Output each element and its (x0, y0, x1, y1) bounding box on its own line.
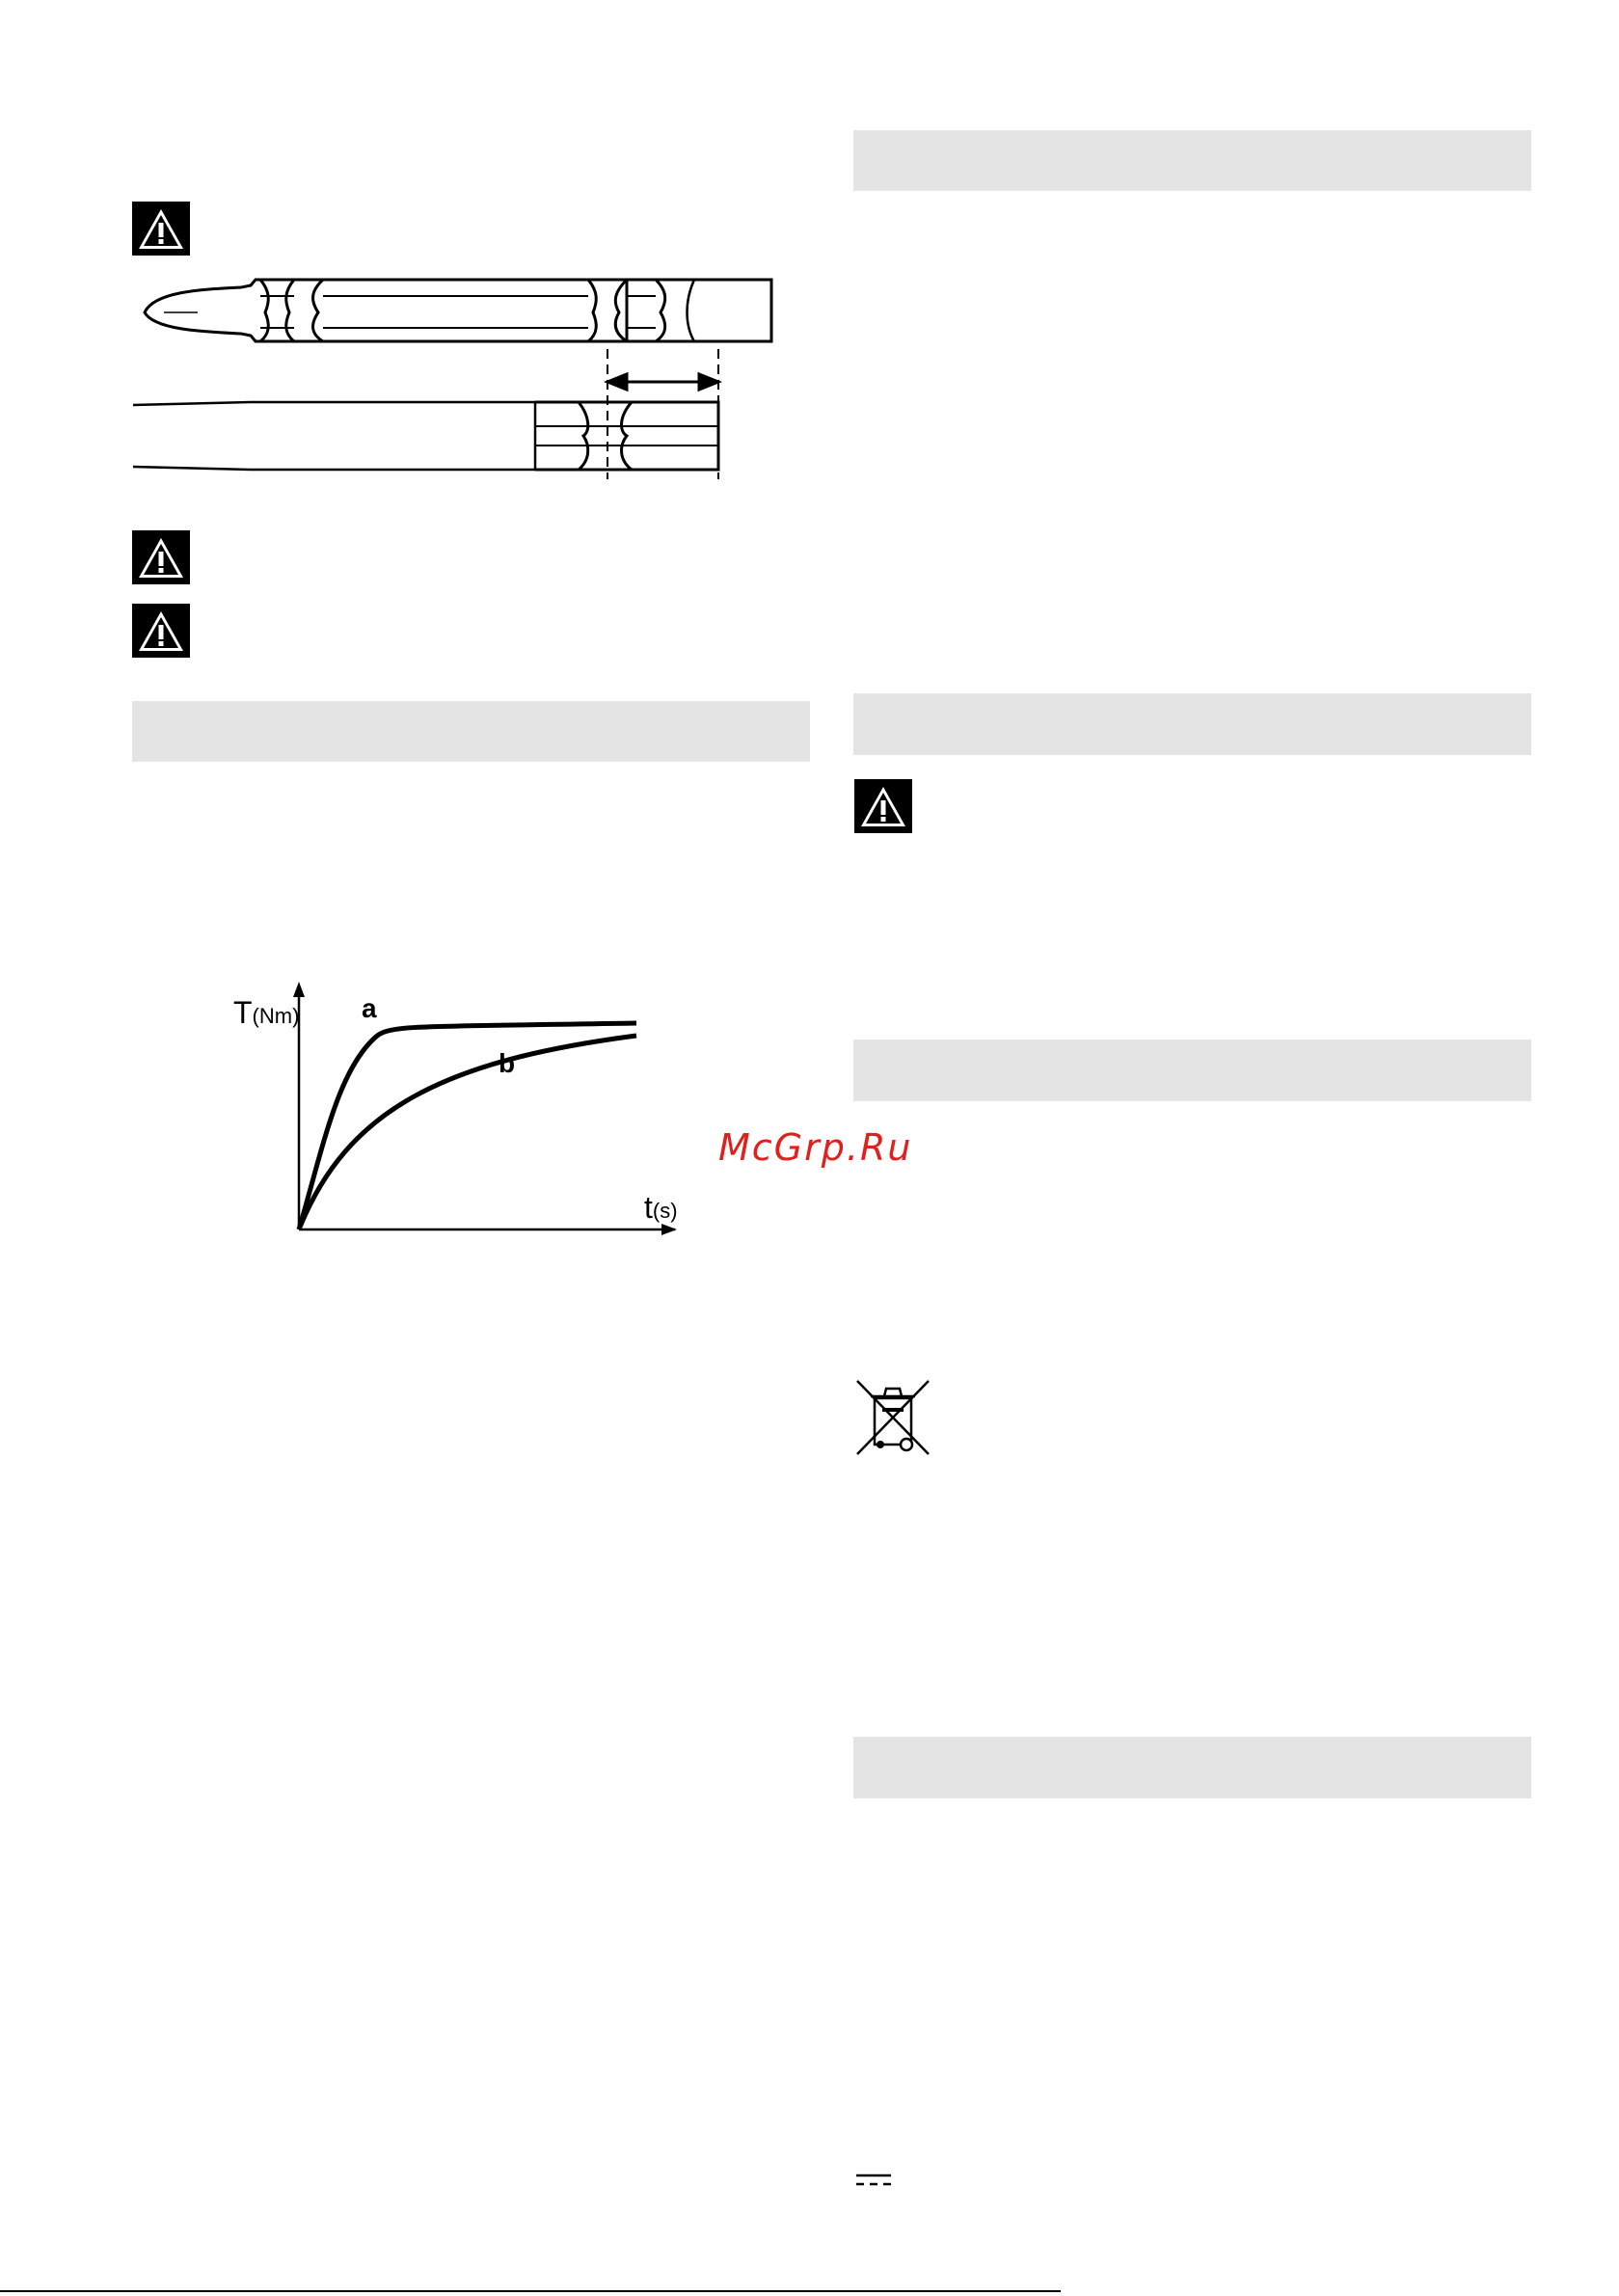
watermark: McGrp.Ru (718, 1126, 913, 1169)
x-axis-symbol: t (644, 1190, 653, 1225)
section-heading-band (132, 701, 810, 762)
section-heading-band (853, 1040, 1531, 1101)
torque-graph (231, 974, 694, 1254)
y-axis-symbol: T (233, 995, 253, 1030)
curve-b-label: b (499, 1048, 516, 1078)
warning-icon (854, 779, 912, 833)
y-axis-unit: (Nm) (252, 1004, 300, 1028)
section-heading-band (853, 1737, 1531, 1798)
curve-a-label: a (362, 993, 377, 1023)
recycle-bin-crossed-icon (853, 1377, 932, 1458)
bit-length-diagram (125, 272, 781, 484)
section-heading-band (853, 693, 1531, 755)
section-heading-band (853, 130, 1531, 191)
warning-icon (132, 604, 190, 658)
footer-rule (0, 2290, 1061, 2292)
warning-icon (132, 530, 190, 584)
x-axis-unit: (s) (652, 1199, 678, 1223)
dc-symbol-icon (856, 2173, 891, 2188)
warning-icon (132, 202, 190, 256)
